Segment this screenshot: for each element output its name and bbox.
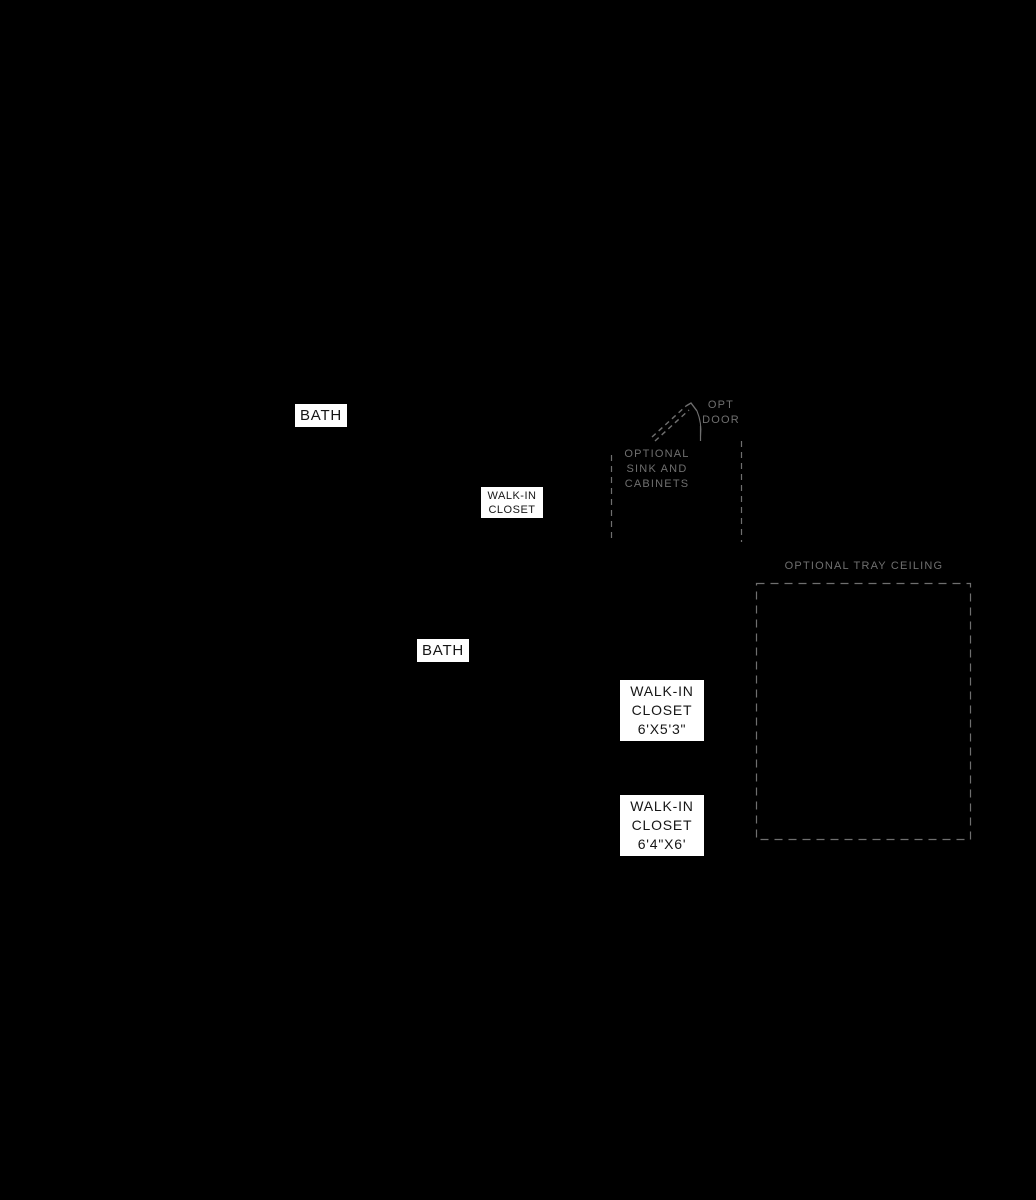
annotation-optional-sink-cabinets xyxy=(609,447,705,492)
room-label-dimension: 6'X5'3" xyxy=(637,721,687,737)
room-label-bath-upper xyxy=(295,404,347,427)
annotation-optional-tray-ceiling xyxy=(778,559,950,574)
room-label-walk-in-closet-upper xyxy=(481,487,543,518)
annotation-text-line: OPT xyxy=(707,399,735,411)
annotation-text-line: OPTIONAL xyxy=(624,448,690,460)
annotation-text-line: CABINETS xyxy=(624,478,690,490)
room-label-text-line: WALK-IN xyxy=(487,489,537,502)
annotation-text-line: SINK AND xyxy=(626,463,688,475)
room-label-walk-in-closet-2 xyxy=(620,795,704,856)
annotation-text-line: OPTIONAL TRAY CEILING xyxy=(784,560,944,572)
room-label-walk-in-closet-1 xyxy=(620,680,704,741)
door-leaf-dashed-line-2 xyxy=(655,410,689,441)
annotation-text-line: DOOR xyxy=(702,414,740,426)
room-label-text-line: WALK-IN xyxy=(630,683,694,699)
room-label-text-line: CLOSET xyxy=(631,817,693,833)
room-label-text-line: CLOSET xyxy=(488,503,536,516)
room-label-text-line: WALK-IN xyxy=(630,798,694,814)
room-label-text-line: CLOSET xyxy=(631,702,693,718)
door-hinge-peak xyxy=(686,403,697,411)
room-label-bath-lower xyxy=(417,639,469,662)
room-label-text: BATH xyxy=(299,407,343,424)
tray-ceiling-dashed-rect xyxy=(757,584,971,840)
room-label-dimension: 6'4"X6' xyxy=(637,836,687,852)
room-label-text: BATH xyxy=(421,642,465,659)
door-leaf-dashed-line-1 xyxy=(652,406,686,437)
optional-door-symbol xyxy=(652,403,701,441)
annotation-opt-door xyxy=(697,398,745,428)
